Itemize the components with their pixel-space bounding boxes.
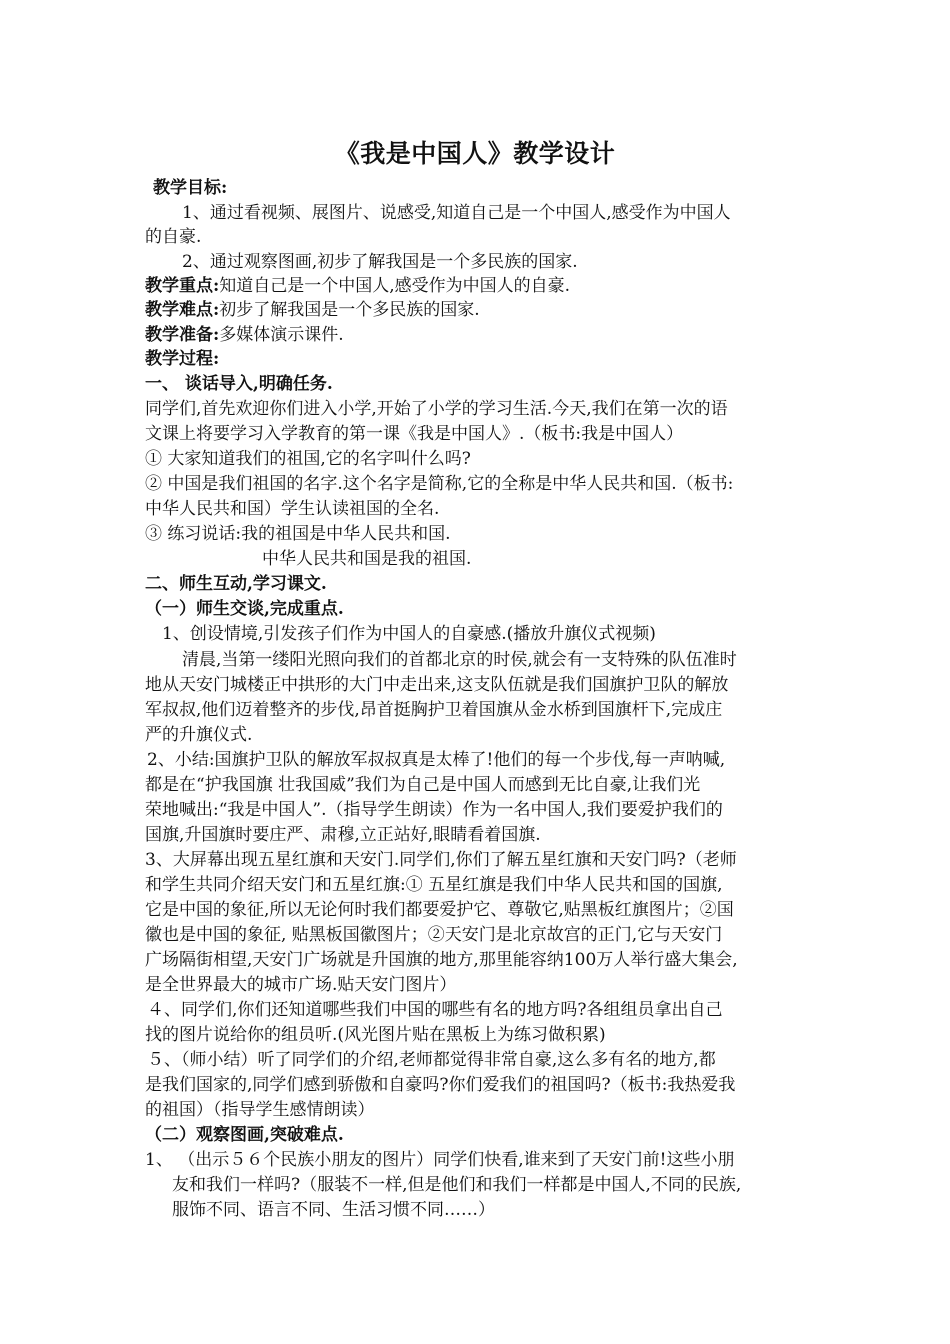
text-line: 2、通过观察图画,初步了解我国是一个多民族的国家.: [182, 252, 578, 272]
section-heading-1: 一、 谈话导入,明确任务.: [145, 374, 333, 394]
text-line: ② 中国是我们祖国的名字.这个名字是简称,它的全称是中华人民共和国.（板书:: [145, 474, 734, 494]
text-line: 的祖国）（指导学生感情朗读）: [145, 1100, 375, 1120]
text-line: 1、创设情境,引发孩子们作为中国人的自豪感.(播放升旗仪式视频): [162, 624, 656, 644]
text-line: 服饰不同、语言不同、生活习惯不同……）: [172, 1200, 495, 1220]
text-line: 1、 （出示５６个民族小朋友的图片）同学们快看,谁来到了天安门前!这些小朋: [145, 1150, 735, 1170]
text-line: 和学生共同介绍天安门和五星红旗:① 五星红旗是我们中华人民共和国的国旗,: [145, 875, 723, 895]
preparation-line: [145, 323, 344, 347]
text-line: ５、（师小结）听了同学们的介绍,老师都觉得非常自豪,这么多有名的地方,都: [147, 1050, 716, 1070]
text-line: 徽也是中国的象征, 贴黑板国徽图片；②天安门是北京故宫的正门,它与天安门: [145, 925, 723, 945]
text-line: 荣地喊出:“我是中国人”.（指导学生朗读）作为一名中国人,我们要爱护我们的: [145, 800, 723, 820]
section-heading-2: 二、师生互动,学习课文.: [145, 574, 327, 594]
text-line: 国旗,升国旗时要庄严、肃穆,立正站好,眼睛看着国旗.: [145, 825, 541, 845]
text-line: 它是中国的象征,所以无论何时我们都要爱护它、尊敬它,贴黑板红旗图片；②国: [145, 900, 734, 920]
text-line: 2、小结:国旗护卫队的解放军叔叔真是太棒了!他们的每一个步伐,每一声呐喊,: [147, 750, 726, 770]
text-line: 中华人民共和国是我的祖国.: [262, 549, 472, 569]
text-line: 文课上将要学习入学教育的第一课《我是中国人》.（板书:我是中国人）: [145, 424, 684, 444]
section-heading-process: 教学过程:: [145, 349, 220, 369]
text-line: 清晨,当第一缕阳光照向我们的首都北京的时侯,就会有一支特殊的队伍准时: [182, 650, 737, 670]
page-title: 《我是中国人》教学设计: [334, 139, 616, 168]
text-line: 严的升旗仪式.: [145, 725, 253, 745]
key-point-line: [145, 274, 570, 298]
text-line: ③ 练习说话:我的祖国是中华人民共和国.: [145, 524, 451, 544]
text-line: 的自豪.: [145, 227, 202, 247]
key-point-text: 知道自己是一个中国人,感受作为中国人的自豪.: [219, 276, 571, 296]
difficulty-text: 初步了解我国是一个多民族的国家.: [219, 300, 480, 320]
text-line: 是全世界最大的城市广场.贴天安门图片）: [145, 975, 457, 995]
text-line: 广场隔街相望,天安门广场就是升国旗的地方,那里能容纳100万人举行盛大集会,: [145, 950, 738, 970]
text-line: 找的图片说给你的组员听.(风光图片贴在黑板上为练习做积累): [145, 1025, 606, 1045]
text-line: 是我们国家的,同学们感到骄傲和自豪吗?你们爱我们的祖国吗?（板书:我热爱我: [145, 1075, 736, 1095]
preparation-label: 教学准备:: [145, 325, 220, 345]
key-point-label: 教学重点:: [145, 276, 220, 296]
text-line: ４、同学们,你们还知道哪些我们中国的哪些有名的地方吗?各组组员拿出自己: [147, 1000, 723, 1020]
difficulty-line: [145, 298, 480, 322]
difficulty-label: 教学难点:: [145, 300, 220, 320]
text-line: 中华人民共和国）学生认读祖国的全名.: [145, 499, 440, 519]
subsection-heading-1: （一）师生交谈,完成重点.: [145, 599, 344, 619]
text-line: 地从天安门城楼正中拱形的大门中走出来,这支队伍就是我们国旗护卫队的解放: [145, 675, 729, 695]
section-heading-objectives: 教学目标:: [153, 178, 228, 198]
text-line: 军叔叔,他们迈着整齐的步伐,昂首挺胸护卫着国旗从金水桥到国旗杆下,完成庄: [145, 700, 723, 720]
text-line: 都是在“护我国旗 壮我国威”我们为自己是中国人而感到无比自豪,让我们光: [145, 775, 701, 795]
text-line: 3、大屏幕出现五星红旗和天安门.同学们,你们了解五星红旗和天安门吗?（老师: [145, 850, 737, 870]
text-line: ① 大家知道我们的祖国,它的名字叫什么吗?: [145, 449, 471, 469]
text-line: 1、通过看视频、展图片、说感受,知道自己是一个中国人,感受作为中国人: [182, 203, 731, 223]
text-line: 友和我们一样吗?（服装不一样,但是他们和我们一样都是中国人,不同的民族,: [172, 1175, 742, 1195]
preparation-text: 多媒体演示课件.: [219, 325, 344, 345]
text-line: 同学们,首先欢迎你们进入小学,开始了小学的学习生活.今天,我们在第一次的语: [145, 399, 728, 419]
subsection-heading-2: （二）观察图画,突破难点.: [145, 1125, 344, 1145]
